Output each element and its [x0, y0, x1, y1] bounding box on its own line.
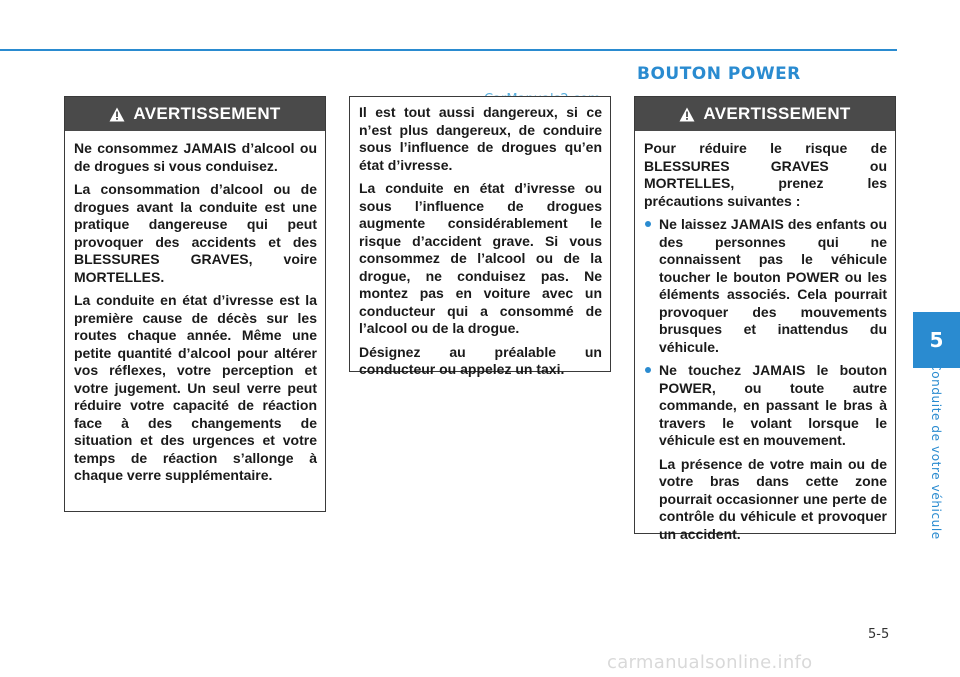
warning-box-power-button	[634, 96, 896, 542]
bullet-dot-icon	[645, 221, 651, 227]
warning-bullet	[644, 362, 887, 450]
warning-box-continuation	[349, 96, 611, 377]
warning-header-label: AVERTISSEMENT	[133, 104, 281, 123]
warning-triangle-icon	[679, 107, 695, 122]
warning-header	[635, 97, 895, 131]
warning-bullet-text: Ne laissez JAMAIS des enfants ou des personnes qui ne connaissent pas le véhicule toucher le bouton POWER ou les éléments associés. Cela pourrait provoquer des mouvements brusques et inattendus du véhicule.	[659, 216, 887, 355]
warning-paragraph: La conduite en état d’ivresse est la première cause de décès sur les routes chaque année. Même une petite quantité d’alcool pour altérer vos réflexes, votre perception et votre jugement. Un seul verre peut réduire votre capacité de réaction face à des changements de situation et des urgences et votre temps de réaction s’allonge à chaque verre supplémentaire.	[74, 292, 317, 483]
continuation-paragraph: La conduite en état d’ivresse ou sous l’influence de drogues augmente considérablement le risque d’accident grave. Si vous consommez de l’alcool ou de la drogue, ne conduisez pas. Ne montez pas en voiture avec un conducteur qui a consommé de l’alcool ou de la drogue.	[359, 180, 602, 336]
warning-body	[635, 131, 895, 551]
continuation-paragraph: Désignez au préalable un conducteur ou appelez un taxi.	[359, 343, 602, 377]
top-rule	[0, 49, 897, 51]
page-number: 5-5	[868, 627, 890, 642]
warning-paragraph: La consommation d’alcool ou de drogues avant la conduite est une pratique dangereuse qui peut provoquer des accidents et des BLESSURES GRAVES, voire MORTELLES.	[74, 181, 317, 285]
bullet-dot-icon	[645, 367, 651, 373]
warning-paragraph: Ne consommez JAMAIS d’alcool ou de drogues si vous conduisez.	[74, 140, 317, 174]
section-title: BOUTON POWER	[637, 64, 801, 84]
warning-triangle-icon	[109, 107, 125, 122]
warning-box-alcohol	[64, 96, 326, 512]
warning-header	[65, 97, 325, 131]
warning-note: La présence de votre main ou de votre bras dans cette zone pourrait occasionner une perte de contrôle du véhicule et provoquer un accident.	[659, 455, 887, 542]
warning-bullet-text: Ne touchez JAMAIS le bouton POWER, ou toute autre commande, en passant le bras à travers le volant lorsque le véhicule est en mouvement.	[659, 362, 887, 448]
warning-bullet	[644, 216, 887, 356]
chapter-label: Conduite de votre véhicule	[929, 362, 943, 540]
watermark-bottom: carmanualsonline.info	[607, 652, 813, 673]
warning-body	[65, 131, 325, 493]
continuation-paragraph: Il est tout aussi dangereux, si ce n’est plus dangereux, de conduire sous l’influence de drogues qu’en état d’ivresse.	[359, 104, 602, 173]
chapter-tab: 5	[913, 312, 960, 368]
warning-header-label: AVERTISSEMENT	[703, 104, 851, 123]
warning-intro: Pour réduire le risque de BLESSURES GRAVES ou MORTELLES, prenez les précautions suivantes :	[644, 140, 887, 209]
continuation-body	[350, 97, 610, 387]
